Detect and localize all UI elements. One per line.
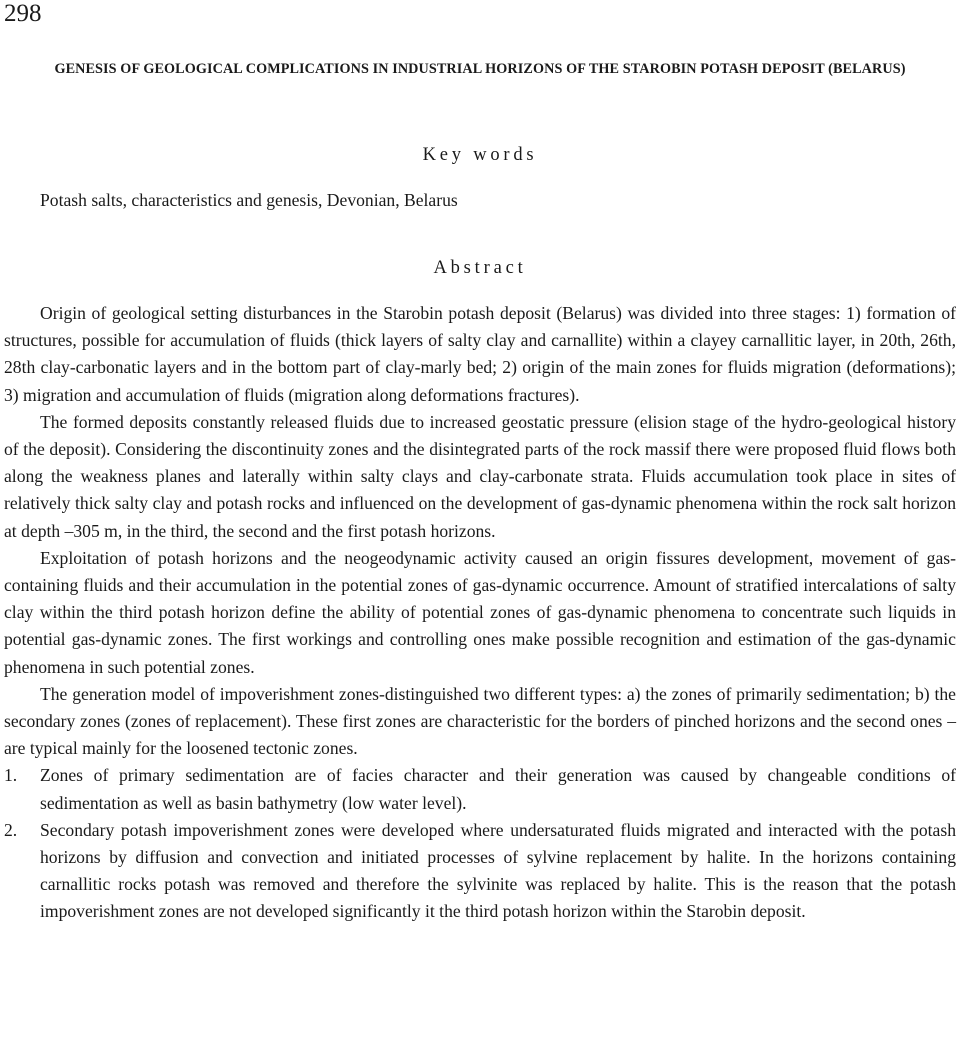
list-item-text: Zones of primary sedimentation are of facies character and their generation was caused by changeable conditions of sedimentation as well as basin bathymetry (low water level). bbox=[40, 765, 956, 813]
numbered-list-item bbox=[4, 762, 956, 816]
numbered-list-item bbox=[4, 817, 956, 926]
list-item-text: Secondary potash impoverishment zones were developed where undersaturated fluids migrated and interacted with the potash horizons by diffusion and convection and initiated processes of sylvine replacement by halite. In the horizons containing carnallitic rocks potash was removed and therefore the sylvinite was replaced by halite. This is the reason that the potash impoverishment zones are not developed significantly it the third potash horizon within the Starobin deposit. bbox=[40, 819, 956, 922]
keywords-heading: Key words bbox=[422, 145, 538, 165]
page-number: 298 bbox=[4, 0, 42, 27]
keywords-text: Potash salts, characteristics and genesis, Devonian, Belarus bbox=[40, 190, 458, 210]
abstract-paragraph: The generation model of impoverishment zones-distinguished two different types: a) the zones of primarily sedimentation; b) the secondary zones (zones of replacement). These first zones are characteristic for the borders of pinched horizons and the second ones – are typical mainly for the loosened tectonic zones. bbox=[4, 683, 956, 759]
paper-title: GENESIS OF GEOLOGICAL COMPLICATIONS IN INDUSTRIAL HORIZONS OF THE STAROBIN POTASH DEPOSIT (BELARUS) bbox=[54, 61, 906, 77]
list-item-number: 1. bbox=[4, 765, 18, 786]
abstract-heading: Abstract bbox=[433, 258, 527, 278]
abstract-body bbox=[4, 300, 956, 926]
abstract-paragraph: The formed deposits constantly released fluids due to increased geostatic pressure (elision stage of the hydro-geological history of the deposit). Considering the discontinuity zones and the disintegrated parts of the rock massif there were proposed fluid flows both along the weakness planes and laterally within salty clays and clay-carbonate strata. Fluids accumulation took place in sites of relatively thick salty clay and potash rocks and influenced on the development of gas-dynamic phenomena within the rock salt horizon at depth –305 m, in the third, the second and the first potash horizons. bbox=[4, 411, 956, 541]
abstract-paragraph: Exploitation of potash horizons and the neogeodynamic activity caused an origin fissures development, movement of gas-containing fluids and their accumulation in the potential zones of gas-dynamic occurrence. Amount of stratified intercalations of salty clay within the third potash horizon define the ability of potential zones of gas-dynamic phenomena to concentrate such liquids in potential gas-dynamic zones. The first workings and controlling ones make possible recognition and estimation of the gas-dynamic phenomena in such potential zones. bbox=[4, 547, 956, 677]
list-item-number: 2. bbox=[4, 819, 18, 840]
abstract-paragraph: Origin of geological setting disturbances in the Starobin potash deposit (Belarus) was divided into three stages: 1) formation of structures, possible for accumulation of fluids (thick layers of salty clay and carnallite) within a clayey carnallitic layer, in 20th, 26th, 28th clay-carbonatic layers and in the bottom part of clay-marly bed; 2) origin of the main zones for fluids migration (deformations); 3) migration and accumulation of fluids (migration along deformations fractures). bbox=[4, 303, 956, 405]
